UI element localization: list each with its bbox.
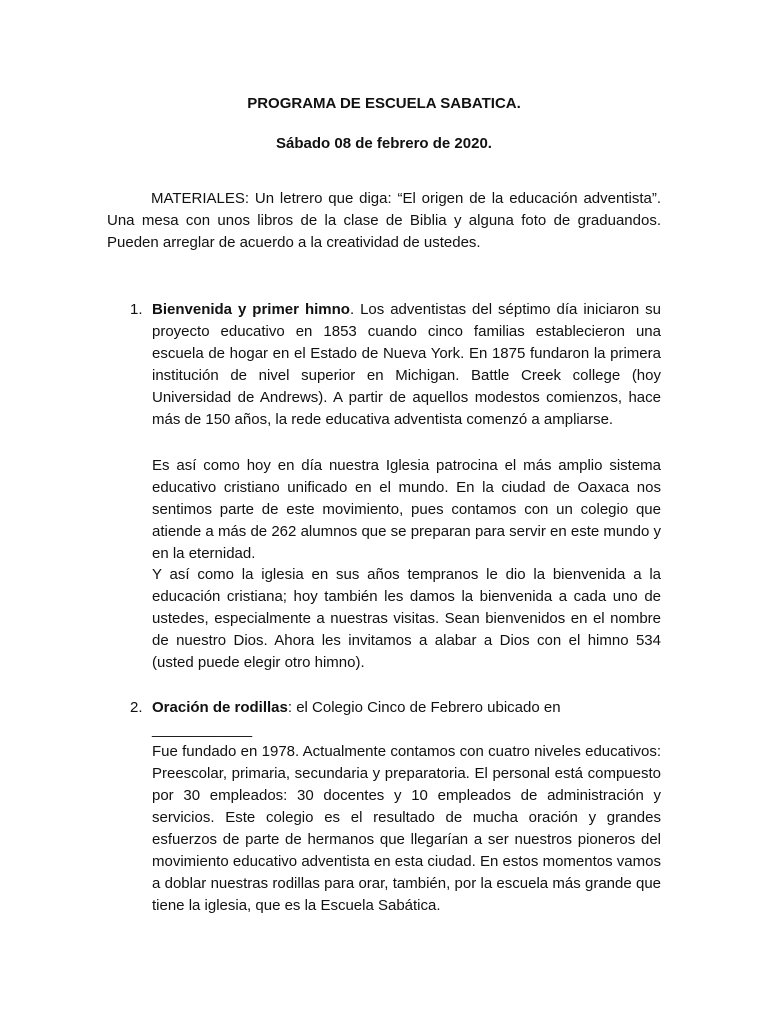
item-2-heading: Oración de rodillas <box>152 699 288 716</box>
list-number-2: 2. <box>130 699 143 716</box>
materials-paragraph: MATERIALES: Un letrero que diga: “El origen de la educación adventista”. Una mesa con unos libros de la clase de Biblia y alguna foto de graduandos. Pueden arreglar de acuerdo a la creatividad de ustedes. <box>107 190 661 251</box>
item-2-body <box>152 697 661 917</box>
list-number-1: 1. <box>130 301 143 318</box>
item-2-paragraph-1 <box>152 697 661 741</box>
item-2-paragraph-2: Fue fundado en 1978. Actualmente contamos con cuatro niveles educativos: Preescolar, primaria, secundaria y preparatoria. El personal está compuesto por 30 empleados: 30 docentes y 10 empleados de administración y servicios. Este colegio es el resultado de mucha oración y grandes esfuerzos de parte de hermanos que llegarían a ser nuestros pioneros del movimiento educativo adventista en esta ciudad. En estos momentos vamos a doblar nuestras rodillas para orar, también, por la escuela más grande que tiene la iglesia, que es la Escuela Sabática. <box>152 743 661 914</box>
item-2-text: : el Colegio Cinco de Febrero ubicado en ____________ <box>152 699 561 738</box>
item-1-text: . Los adventistas del séptimo día iniciaron su proyecto educativo en 1853 cuando cinco familias establecieron una escuela de hogar en el Estado de Nueva York. En 1875 fundaron la primera institución de nivel superior en Michigan. Battle Creek college (hoy Universidad de Andrews). A partir de aquellos modestos comienzos, hace más de 150 años, la rede educativa adventista comenzó a ampliarse. <box>152 301 662 428</box>
item-1-heading: Bienvenida y primer himno <box>152 301 350 318</box>
item-1-paragraph-3: Y así como la iglesia en sus años tempranos le dio la bienvenida a la educación cristiana; hoy también les damos la bienvenida a cada uno de ustedes, especialmente a nuestras visitas. Sean bienvenidos en el nombre de nuestro Dios. Ahora les invitamos a alabar a Dios con el himno 534 (usted puede elegir otro himno). <box>152 566 661 671</box>
item-1-paragraph-2: Es así como hoy en día nuestra Iglesia patrocina el más amplio sistema educativo cristiano unificado en el mundo. En la ciudad de Oaxaca nos sentimos parte de este movimiento, pues contamos con un colegio que atiende a más de 262 alumnos que se preparan para servir en este mundo y en la eternidad. <box>152 457 661 562</box>
document-title: PROGRAMA DE ESCUELA SABATICA. <box>247 95 521 112</box>
document-date: Sábado 08 de febrero de 2020. <box>276 135 492 152</box>
item-1-paragraph-1 <box>152 299 661 431</box>
